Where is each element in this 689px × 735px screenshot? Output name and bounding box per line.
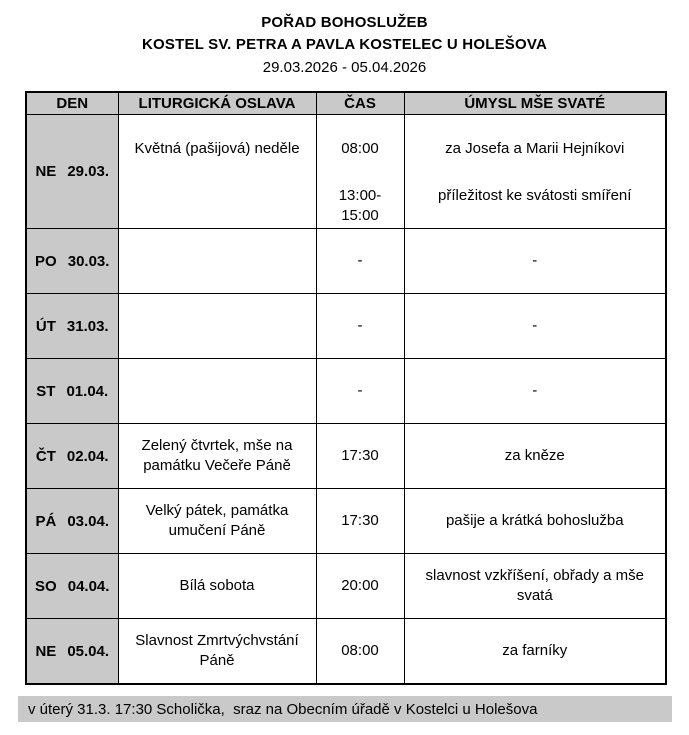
table-header-row (26, 92, 666, 114)
table-row (26, 489, 666, 554)
document-title: POŘAD BOHOSLUŽEB (261, 14, 428, 31)
day-cell (26, 229, 118, 294)
day-date: 03.04. (67, 512, 110, 530)
intent-cell (404, 114, 666, 229)
day-date: 29.03. (67, 162, 110, 180)
schedule-table (25, 91, 667, 685)
time-cell: - (316, 229, 404, 294)
table-row (26, 619, 666, 684)
column-header-umysl-mse-svate: ÚMYSL MŠE SVATÉ (404, 92, 666, 114)
day-abbr: NE (35, 642, 57, 660)
day-date: 05.04. (67, 642, 110, 660)
intent-cell: - (404, 359, 666, 424)
table-row (26, 294, 666, 359)
day-abbr: ČT (35, 447, 56, 465)
day-abbr: SO (35, 577, 57, 595)
table-row (26, 424, 666, 489)
intent-cell: pašije a krátká bohoslužba (404, 489, 666, 554)
column-header-cas: ČAS (316, 92, 404, 114)
time-cell: 17:30 (316, 424, 404, 489)
table-row (26, 229, 666, 294)
day-cell (26, 554, 118, 619)
celebration-text: Květná (pašijová) neděle (134, 139, 300, 157)
footer-note-text: v úterý 31.3. 17:30 Scholička, sraz na Obecním úřadě v Kostelci u Holešova (28, 700, 538, 718)
day-date: 31.03. (66, 317, 109, 335)
day-abbr: NE (35, 162, 57, 180)
intent-cell: - (404, 294, 666, 359)
intent-cell: za kněze (404, 424, 666, 489)
celebration-cell (118, 114, 316, 229)
time-cell (316, 114, 404, 229)
celebration-cell: Bílá sobota (118, 554, 316, 619)
intent-value: za Josefa a Marii Hejníkovi (445, 139, 625, 157)
column-header-liturgicka-oslava: LITURGICKÁ OSLAVA (118, 92, 316, 114)
celebration-cell (118, 359, 316, 424)
day-cell (26, 424, 118, 489)
intent-cell: za farníky (404, 619, 666, 684)
day-date: 02.04. (66, 447, 109, 465)
celebration-cell (118, 229, 316, 294)
intent-cell: slavnost vzkříšení, obřady a mše svatá (404, 554, 666, 619)
celebration-cell: Velký pátek, památka umučení Páně (118, 489, 316, 554)
celebration-cell (118, 294, 316, 359)
day-cell (26, 619, 118, 684)
day-abbr: ÚT (35, 317, 56, 335)
time-value: 13:00-15:00 (338, 186, 382, 224)
celebration-cell: Zelený čtvrtek, mše na památku Večeře Páně (118, 424, 316, 489)
day-cell (26, 359, 118, 424)
day-abbr: PÁ (35, 512, 57, 530)
day-abbr: PO (35, 252, 57, 270)
day-date: 01.04. (66, 382, 109, 400)
time-cell: 17:30 (316, 489, 404, 554)
time-cell: 08:00 (316, 619, 404, 684)
day-cell (26, 489, 118, 554)
day-date: 30.03. (67, 252, 110, 270)
table-row (26, 554, 666, 619)
time-cell: - (316, 294, 404, 359)
celebration-cell: Slavnost Zmrtvýchvstání Páně (118, 619, 316, 684)
footer-note-bar (18, 696, 672, 722)
column-header-den: DEN (26, 92, 118, 114)
intent-cell: - (404, 229, 666, 294)
day-cell (26, 114, 118, 229)
day-date: 04.04. (67, 577, 110, 595)
day-abbr: ST (36, 382, 56, 400)
day-cell (26, 294, 118, 359)
time-value: 08:00 (341, 139, 379, 157)
church-name: KOSTEL SV. PETRA A PAVLA KOSTELEC U HOLEŠOVA (142, 36, 547, 53)
intent-value: příležitost ke svátosti smíření (438, 186, 632, 204)
date-range: 29.03.2026 - 05.04.2026 (262, 59, 427, 76)
document-header (0, 0, 689, 76)
table-row (26, 359, 666, 424)
time-cell: - (316, 359, 404, 424)
time-cell: 20:00 (316, 554, 404, 619)
table-row (26, 114, 666, 229)
